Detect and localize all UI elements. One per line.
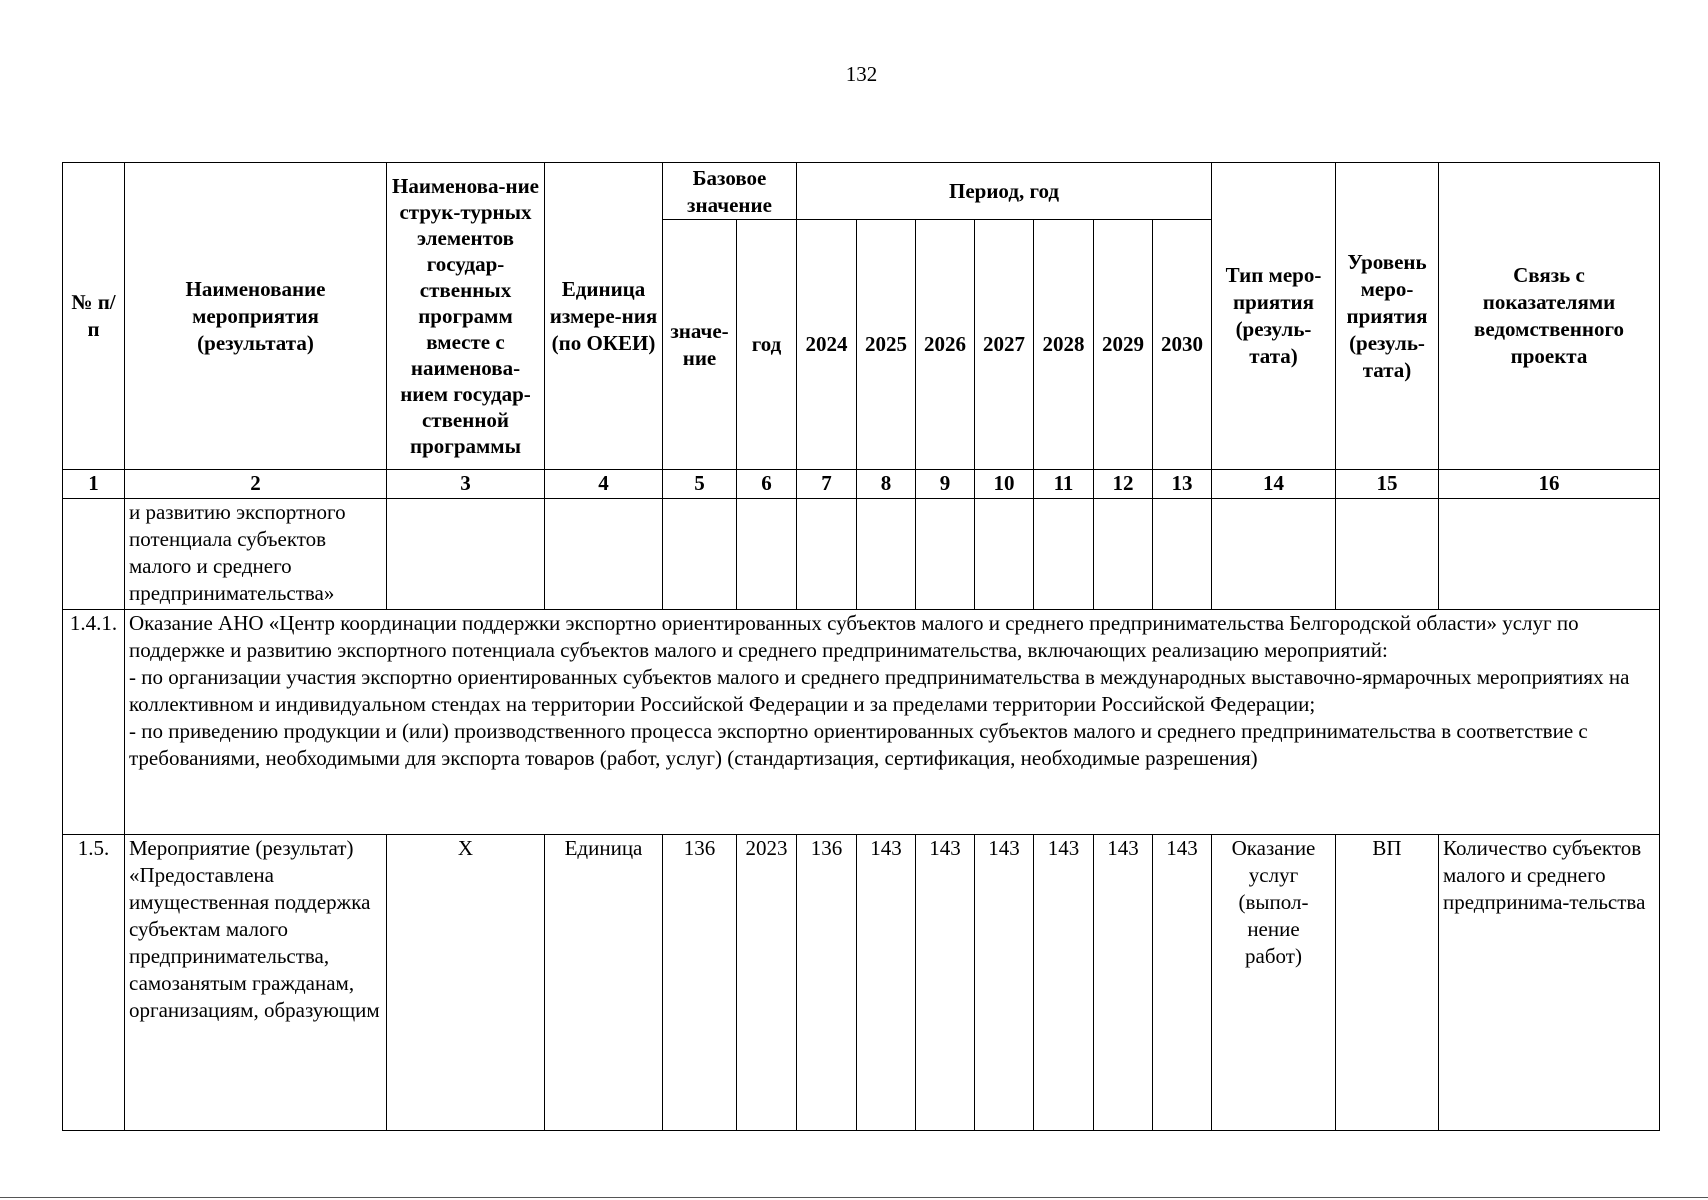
unit: Единица xyxy=(545,835,663,1131)
header-structural-elements: Наименова-ние струк-турных элементов государ-ственных программ вместе с наименова-нием государ-ственной программы xyxy=(387,163,545,470)
column-number: 8 xyxy=(857,470,916,499)
column-number: 13 xyxy=(1153,470,1212,499)
header-measure-name: Наименование мероприятия (результата) xyxy=(125,163,387,470)
header-year-2029: 2029 xyxy=(1094,220,1153,470)
table-row xyxy=(63,610,1660,835)
header-year-2025: 2025 xyxy=(857,220,916,470)
header-measure-type: Тип меро-приятия (резуль-тата) xyxy=(1212,163,1336,470)
header-base-value: значе-ние xyxy=(663,220,737,470)
column-number: 14 xyxy=(1212,470,1336,499)
structural-element: Х xyxy=(387,835,545,1131)
column-number: 10 xyxy=(975,470,1034,499)
header-project-link: Связь с показателями ведомственного проекта xyxy=(1439,163,1660,470)
column-number: 15 xyxy=(1336,470,1439,499)
base-year: 2023 xyxy=(737,835,797,1131)
header-row-1 xyxy=(63,163,1660,220)
column-number: 6 xyxy=(737,470,797,499)
page-bottom-rule xyxy=(0,1197,1708,1198)
table-row xyxy=(63,835,1660,1131)
value-2025: 143 xyxy=(857,835,916,1131)
column-number: 1 xyxy=(63,470,125,499)
row-number: 1.4.1. xyxy=(63,610,125,835)
column-number: 2 xyxy=(125,470,387,499)
header-unit: Единица измере-ния (по ОКЕИ) xyxy=(545,163,663,470)
measure-description xyxy=(125,610,1660,835)
column-number: 3 xyxy=(387,470,545,499)
page-number: 132 xyxy=(845,62,878,86)
header-year-2030: 2030 xyxy=(1153,220,1212,470)
measure-bullet: - по приведению продукции и (или) производственного процесса экспортно ориентированных субъектов малого и среднего предпринимательства в соответствие с требованиями, необходимыми для экспорта товаров (работ, услуг) (стандартизация, сертификация, необходимые разрешения) xyxy=(129,719,1588,770)
column-number: 7 xyxy=(797,470,857,499)
header-base-value-group: Базовое значение xyxy=(663,163,797,220)
column-number-row xyxy=(63,470,1660,499)
continuation-measure-name: и развитию экспортного потенциала субъектов малого и среднего предпринимательства» xyxy=(125,499,387,610)
column-number: 12 xyxy=(1094,470,1153,499)
header-year-2027: 2027 xyxy=(975,220,1034,470)
value-2030: 143 xyxy=(1153,835,1212,1131)
column-number: 11 xyxy=(1034,470,1094,499)
column-number: 16 xyxy=(1439,470,1660,499)
table-row xyxy=(63,499,1660,610)
value-2027: 143 xyxy=(975,835,1034,1131)
measure-level: ВП xyxy=(1336,835,1439,1131)
header-year-2028: 2028 xyxy=(1034,220,1094,470)
value-2024: 136 xyxy=(797,835,857,1131)
header-base-year: год xyxy=(737,220,797,470)
value-2029: 143 xyxy=(1094,835,1153,1131)
measure-type: Оказание услуг (выпол-нение работ) xyxy=(1212,835,1336,1131)
value-2028: 143 xyxy=(1034,835,1094,1131)
header-measure-level: Уровень меро-приятия (резуль-тата) xyxy=(1336,163,1439,470)
header-year-2026: 2026 xyxy=(916,220,975,470)
column-number: 5 xyxy=(663,470,737,499)
base-value: 136 xyxy=(663,835,737,1131)
measure-name: Мероприятие (результат) «Предоставлена имущественная поддержка субъектам малого предпринимательства, самозанятым гражданам, организациям, образующим xyxy=(125,835,387,1131)
measures-table xyxy=(62,162,1660,1131)
measure-bullet: - по организации участия экспортно ориентированных субъектов малого и среднего предпринимательства в международных выставочно-ярмарочных мероприятиях на коллективном и индивидуальном стендах на территории Российской Федерации и за пределами территории Российской Федерации; xyxy=(129,665,1630,716)
header-number: № п/п xyxy=(63,163,125,470)
header-year-2024: 2024 xyxy=(797,220,857,470)
header-period-group: Период, год xyxy=(797,163,1212,220)
project-link: Количество субъектов малого и среднего предпринима-тельства xyxy=(1439,835,1660,1131)
row-number: 1.5. xyxy=(63,835,125,1131)
value-2026: 143 xyxy=(916,835,975,1131)
measure-description-text: Оказание АНО «Центр координации поддержки экспортно ориентированных субъектов малого и среднего предпринимательства Белгородской области» услуг по поддержке и развитию экспортного потенциала субъектов малого и среднего предпринимательства, включающих реализацию мероприятий: xyxy=(129,611,1579,662)
column-number: 4 xyxy=(545,470,663,499)
column-number: 9 xyxy=(916,470,975,499)
